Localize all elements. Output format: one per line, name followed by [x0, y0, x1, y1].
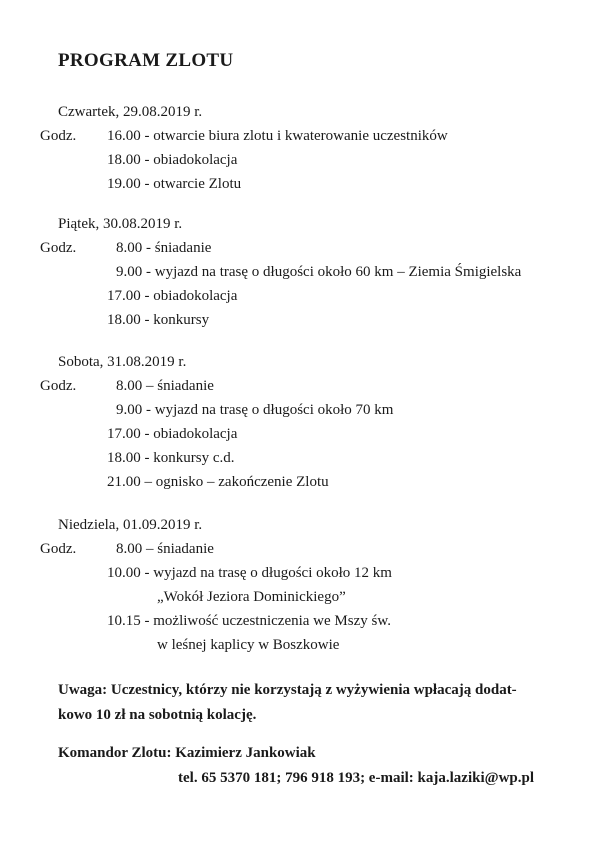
day-heading: Piątek, 30.08.2019 r.: [58, 216, 183, 232]
schedule-entry: 16.00 - otwarcie biura zlotu i kwaterowanie uczestników: [107, 128, 448, 144]
schedule-entry: 17.00 - obiadokolacja: [107, 288, 238, 304]
godz-label: Godz.: [40, 378, 77, 394]
page-title: PROGRAM ZLOTU: [58, 50, 234, 71]
godz-label: Godz.: [40, 128, 77, 144]
schedule-entry: 9.00 - wyjazd na trasę o długości około 60 km – Ziemia Śmigielska: [116, 264, 522, 280]
schedule-entry: 8.00 - śniadanie: [116, 240, 212, 256]
schedule-entry: 8.00 – śniadanie: [116, 378, 214, 394]
day-heading: Niedziela, 01.09.2019 r.: [58, 517, 203, 533]
schedule-entry: 18.00 - konkursy: [107, 312, 210, 328]
schedule-entry: 18.00 - konkursy c.d.: [107, 450, 235, 466]
schedule-entry: 10.15 - możliwość uczestniczenia we Mszy św.: [107, 613, 391, 629]
schedule-entry: 21.00 – ognisko – zakończenie Zlotu: [107, 474, 329, 490]
schedule-entry: 8.00 – śniadanie: [116, 541, 214, 557]
schedule-entry: 17.00 - obiadokolacja: [107, 426, 238, 442]
warning-note: [58, 678, 598, 728]
schedule-entry: 9.00 - wyjazd na trasę o długości około 70 km: [116, 402, 394, 418]
commander-name: Komandor Zlotu: Kazimierz Jankowiak: [58, 745, 316, 761]
schedule-entry: 18.00 - obiadokolacja: [107, 152, 238, 168]
warning-line: Uwaga: Uczestnicy, którzy nie korzystają z wyżywienia wpłacają dodat-: [58, 682, 517, 698]
schedule-entry: 10.00 - wyjazd na trasę o długości około 12 km: [107, 565, 392, 581]
schedule-entry: 19.00 - otwarcie Zlotu: [107, 176, 242, 192]
day-heading: Sobota, 31.08.2019 r.: [58, 354, 187, 370]
schedule-entry-continuation: w leśnej kaplicy w Boszkowie: [157, 637, 340, 653]
godz-label: Godz.: [40, 240, 77, 256]
warning-line: kowo 10 zł na sobotnią kolację.: [58, 707, 257, 723]
godz-label: Godz.: [40, 541, 77, 557]
day-heading: Czwartek, 29.08.2019 r.: [58, 104, 203, 120]
schedule-entry-continuation: „Wokół Jeziora Dominickiego”: [157, 589, 346, 605]
contact-info: tel. 65 5370 181; 796 918 193; e-mail: kaja.laziki@wp.pl: [178, 770, 535, 786]
